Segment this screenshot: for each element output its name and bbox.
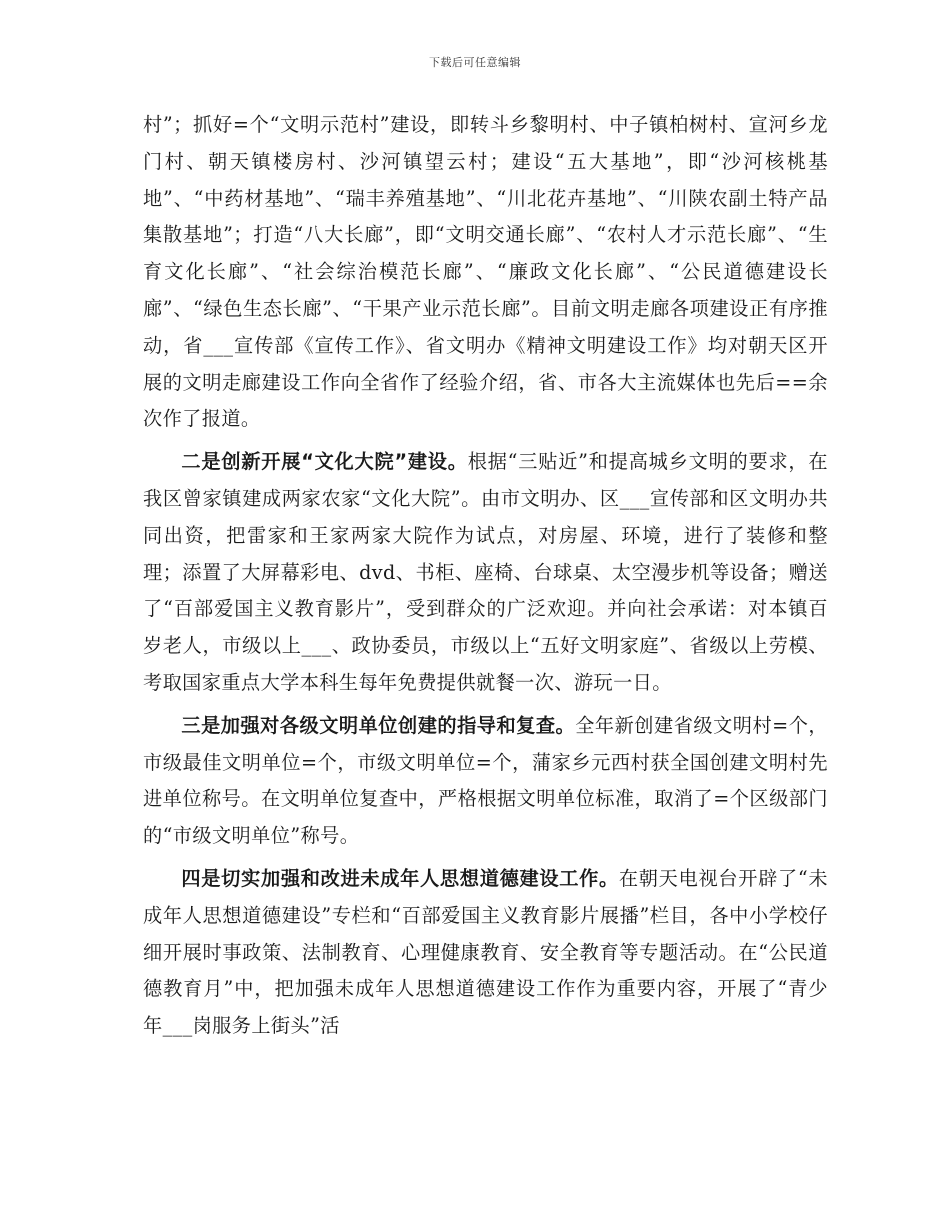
- paragraph-1: [143, 107, 828, 438]
- paragraph-3-text: 全年新创建省级文明村=个，市级最佳文明单位=个，市级文明单位=个，蒲家乡元西村获全国创建文明村先进单位称号。在文明单位复查中，严格根据文明单位标准，取消了=个区级部门的“市级文明单位”称号。: [143, 713, 829, 848]
- document-body: [143, 107, 828, 1051]
- paragraph-4: [143, 861, 828, 1045]
- paragraph-2: [143, 444, 828, 702]
- paragraph-3-lead: 三是加强对各级文明单位创建的指导和复查。: [181, 713, 576, 737]
- paragraph-2-lead: 二是创新开展“文化大院”建设。: [181, 450, 468, 474]
- paragraph-1-text: 村”；抓好=个“文明示范村”建设，即转斗乡黎明村、中子镇柏树村、宣河乡龙门村、朝天镇楼房村、沙河镇望云村；建设“五大基地”，即“沙河核桃基地”、“中药材基地”、“瑞丰养殖基地”、“川北花卉基地”、“川陕农副土特产品集散基地”；打造“八大长廊”，即“文明交通长廊”、“农村人才示范长廊”、“生育文化长廊”、“社会综治模范长廊”、“廉政文化长廊”、“公民道德建设长廊”、“绿色生态长廊”、“干果产业示范长廊”。目前文明走廊各项建设正有序推动，省___宣传部《宣传工作》、省文明办《精神文明建设工作》均对朝天区开展的文明走廊建设工作向全省作了经验介绍，省、市各大主流媒体也先后==余次作了报道。: [143, 113, 828, 431]
- paragraph-2-text: 根据“三贴近”和提高城乡文明的要求，在我区曾家镇建成两家农家“文化大院”。由市文明办、区___宣传部和区文明办共同出资，把雷家和王家两家大院作为试点，对房屋、环境，进行了装修和整理；添置了大屏幕彩电、dvd、书柜、座椅、台球桌、太空漫步机等设备；赠送了“百部爱国主义教育影片”，受到群众的广泛欢迎。并向社会承诺：对本镇百岁老人，市级以上___、政协委员，市级以上“五好文明家庭”、省级以上劳模、考取国家重点大学本科生每年免费提供就餐一次、游玩一日。: [143, 450, 828, 694]
- paragraph-4-lead: 四是切实加强和改进未成年人思想道德建设工作。: [181, 866, 619, 890]
- page-header: 下载后可任意编辑: [429, 56, 521, 69]
- paragraph-3: [143, 708, 828, 855]
- paragraph-4-text: 在朝天电视台开辟了“未成年人思想道德建设”专栏和“百部爱国主义教育影片展播”栏目，各中小学校仔细开展时事政策、法制教育、心理健康教育、安全教育等专题活动。在“公民道德教育月”中，把加强未成年人思想道德建设工作作为重要内容，开展了“青少年___岗服务上街头”活: [143, 866, 828, 1038]
